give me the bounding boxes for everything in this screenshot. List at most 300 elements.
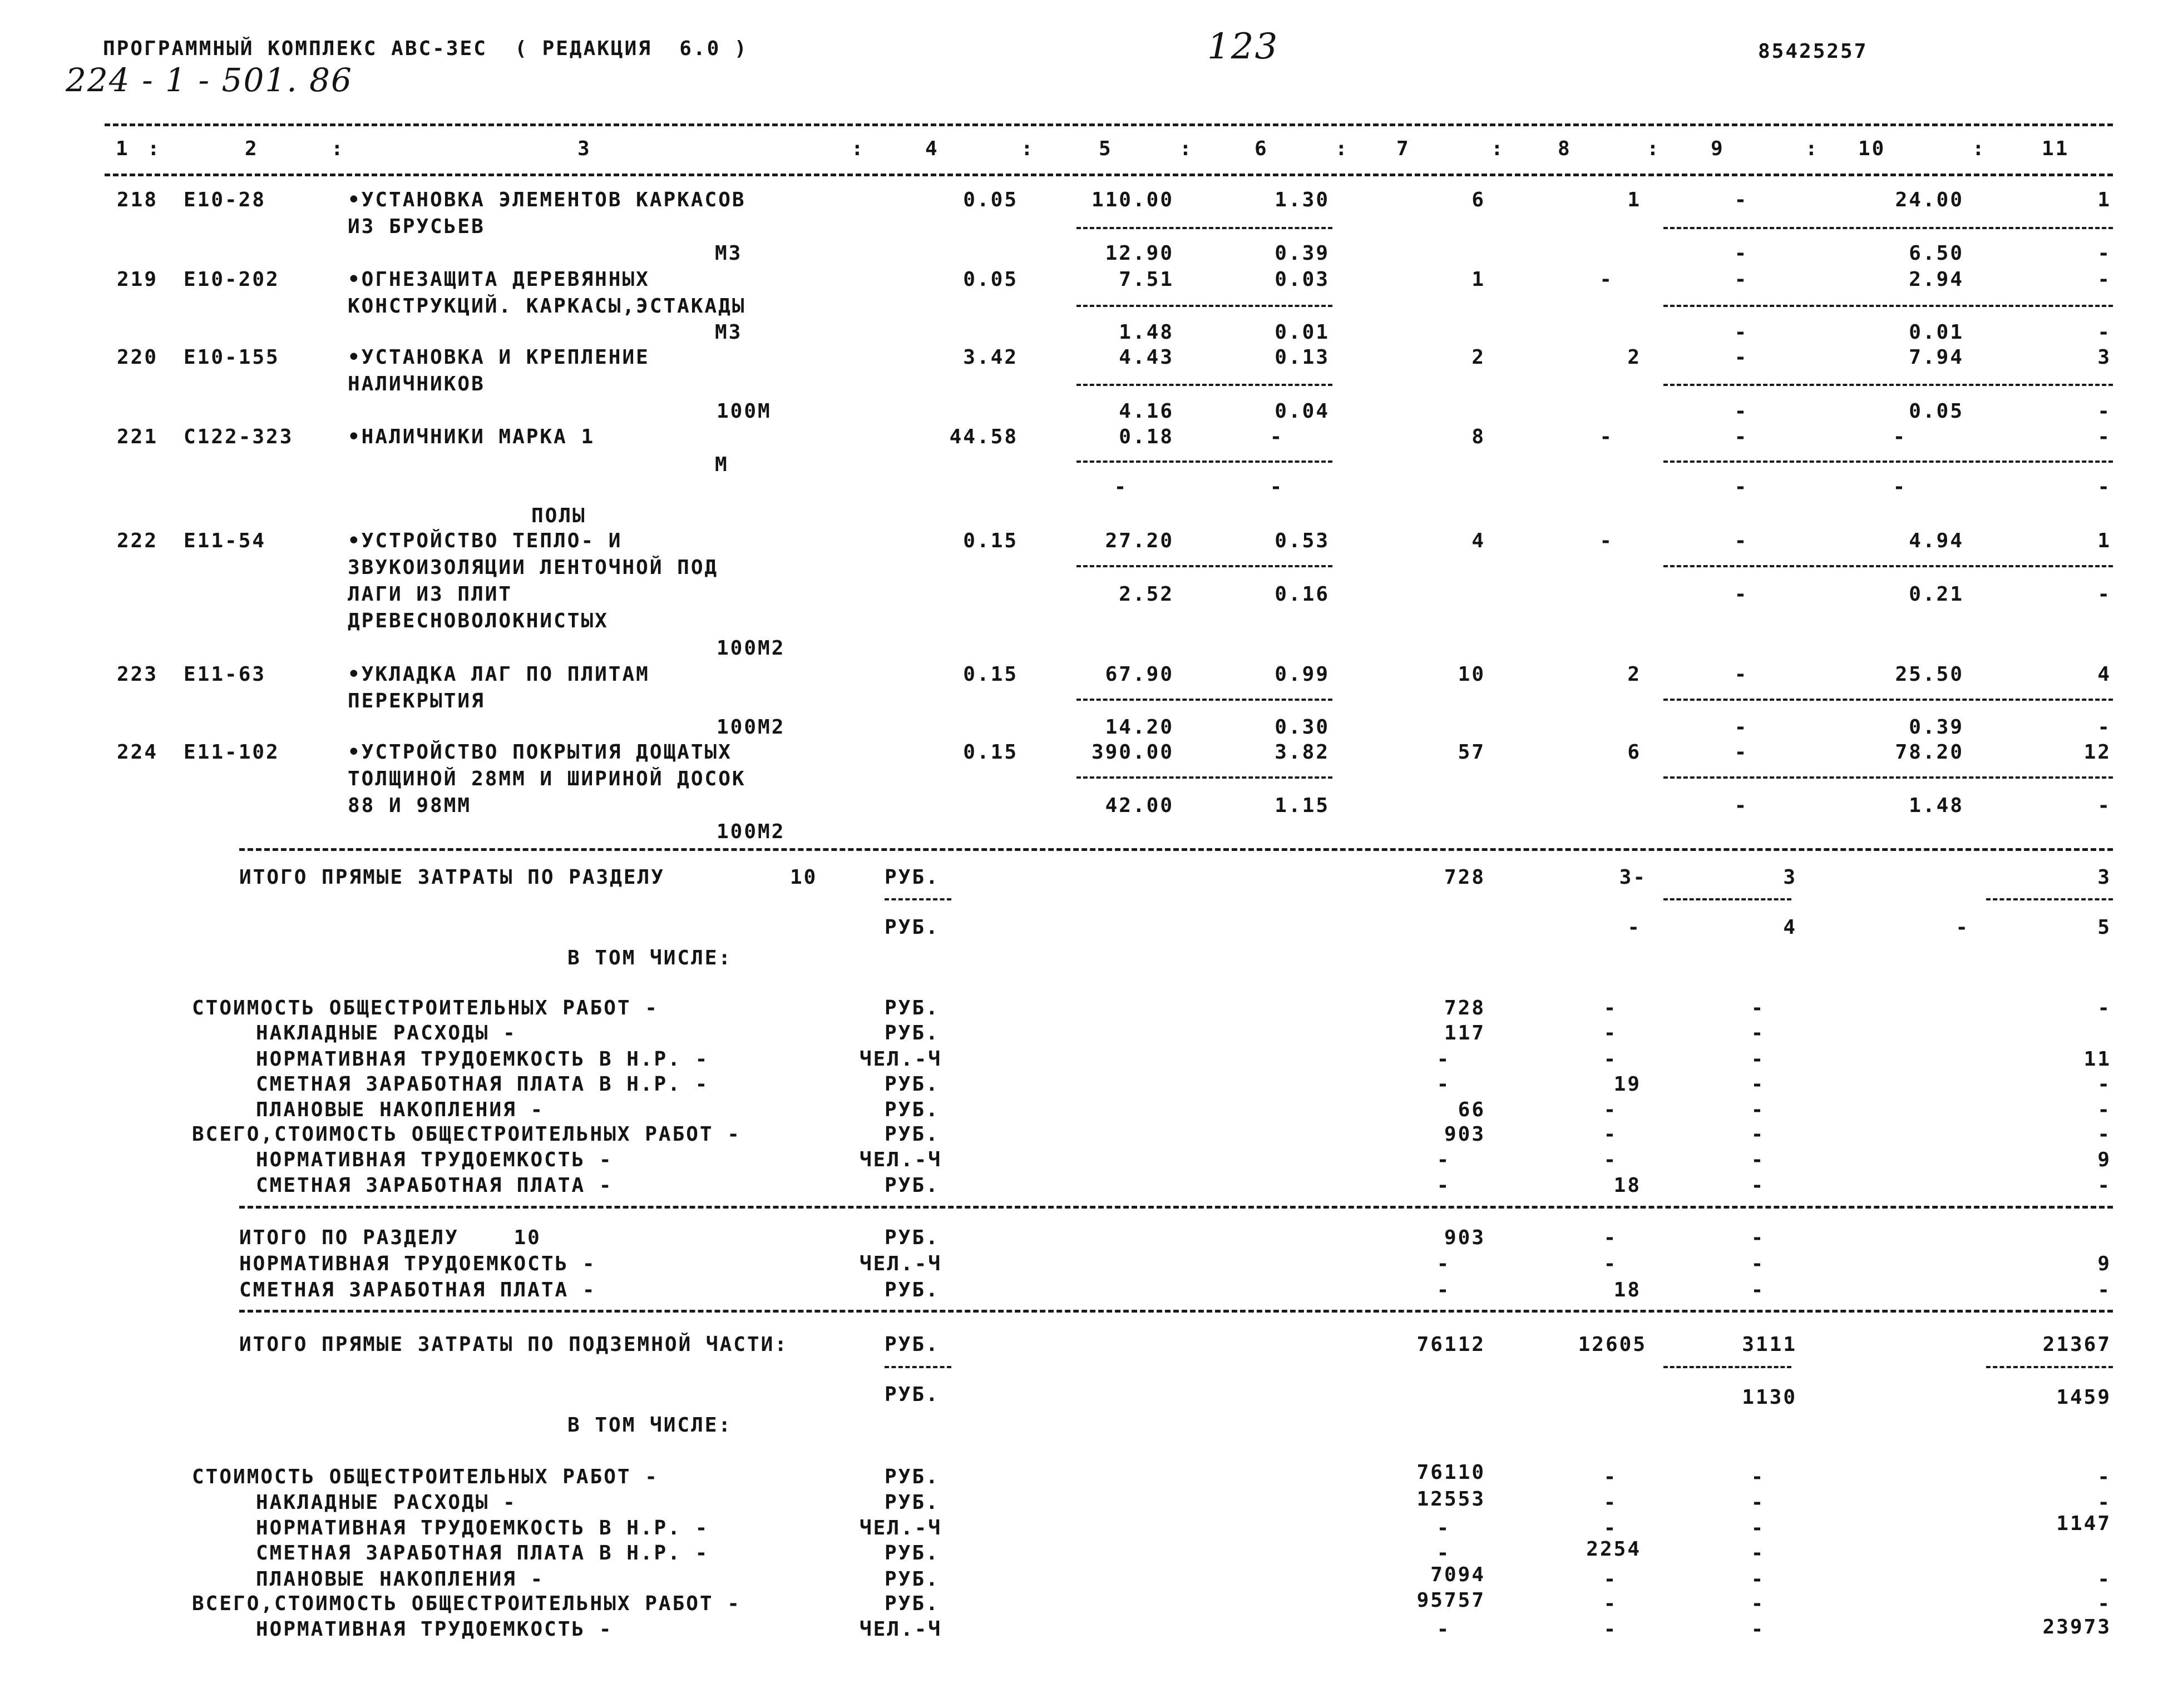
cell-c9: -	[1734, 268, 1749, 291]
cell-c6: 0.01	[1275, 321, 1330, 344]
cell-c4: 0.05	[963, 189, 1018, 211]
col-header-4: 4	[925, 137, 939, 160]
breakdown-unit: РУБ.	[885, 1174, 940, 1197]
cell-divider	[1076, 565, 1332, 567]
col-sep: :	[1805, 137, 1819, 160]
cell-c9: -	[1734, 529, 1749, 552]
cell-c9: -	[1751, 1073, 1765, 1096]
cell-c5: 67.90	[1105, 663, 1174, 686]
cell-c11: -	[2097, 1568, 2111, 1591]
totals-rule	[239, 848, 2113, 851]
cell-c8: -	[1603, 1491, 1618, 1514]
col-header-6: 6	[1255, 137, 1268, 160]
col-sep: :	[1179, 137, 1193, 160]
col-sep: :	[331, 137, 345, 160]
cell-c8: -	[1603, 1592, 1618, 1615]
section-heading: ПОЛЫ	[531, 504, 586, 527]
breakdown-unit: РУБ.	[885, 1491, 940, 1514]
cell-c9: -	[1751, 1098, 1765, 1121]
cell-c4: 44.58	[949, 425, 1018, 448]
currency-unit: РУБ.	[885, 1383, 940, 1406]
cell-divider	[1986, 898, 2113, 900]
cell-c8: 2	[1627, 346, 1641, 369]
cell-c10: 0.01	[1909, 321, 1964, 344]
breakdown-unit: РУБ.	[885, 1542, 940, 1565]
breakdown-label: НАКЛАДНЫЕ РАСХОДЫ -	[256, 1022, 517, 1044]
rate-code: Е10-155	[184, 346, 280, 369]
row-number: 218	[117, 189, 159, 211]
cell-c8: -	[1603, 1226, 1618, 1249]
cell-divider	[1986, 1366, 2113, 1368]
cell-c8: -	[1603, 1123, 1618, 1146]
cell-c9: -	[1751, 1618, 1765, 1641]
cell-c11: -	[2097, 1174, 2111, 1197]
cell-c9: 3111	[1742, 1333, 1797, 1356]
unit: 100М2	[717, 820, 786, 843]
cell-c7: -	[1436, 1048, 1451, 1071]
breakdown-unit: ЧЕЛ.-Ч	[860, 1048, 942, 1071]
cell-c7: 1	[1471, 268, 1485, 291]
cell-c6: 1.15	[1275, 794, 1330, 817]
currency-unit: РУБ.	[885, 916, 940, 939]
cell-c7: -	[1436, 1073, 1451, 1096]
cell-c7: 76112	[1416, 1333, 1485, 1356]
cell-c4: 0.15	[963, 663, 1018, 686]
cell-c10: 1.48	[1909, 794, 1964, 817]
breakdown-label: НОРМАТИВНАЯ ТРУДОЕМКОСТЬ -	[256, 1148, 613, 1171]
row-number: 224	[117, 741, 159, 764]
cell-c9: -	[1751, 1048, 1765, 1071]
cell-divider	[1663, 1366, 1791, 1368]
cell-c8: 2254	[1586, 1538, 1641, 1561]
rate-code: Е11-63	[184, 663, 266, 686]
cell-divider	[1663, 384, 2113, 386]
cell-c7: 7094	[1430, 1563, 1485, 1586]
breakdown-unit: РУБ.	[885, 1568, 940, 1591]
cell-c9: -	[1751, 1174, 1765, 1197]
cell-divider	[1663, 699, 2113, 701]
cell-c11: 12	[2083, 741, 2111, 764]
cell-c9: -	[1734, 716, 1749, 739]
cell-c11: 3	[2097, 346, 2111, 369]
row-number: 219	[117, 268, 159, 291]
cell-c10: 0.39	[1909, 716, 1964, 739]
cell-c5: 7.51	[1119, 268, 1174, 291]
cell-c11: 1	[2097, 529, 2111, 552]
cell-c9: -	[1751, 1252, 1765, 1275]
cell-c10: 25.50	[1895, 663, 1964, 686]
cell-c11: 21367	[2042, 1333, 2111, 1356]
cell-c10: -	[1893, 425, 1907, 448]
cell-c8: -	[1603, 1618, 1618, 1641]
cell-c5: 12.90	[1105, 242, 1174, 265]
cell-c11: 5	[2097, 916, 2111, 939]
work-description: ТОЛЩИНОЙ 28ММ И ШИРИНОЙ ДОСОК	[348, 768, 746, 790]
col-sep: :	[1491, 137, 1505, 160]
document-code: 85425257	[1758, 40, 1868, 63]
breakdown-unit: РУБ.	[885, 1226, 940, 1249]
currency-unit: РУБ.	[885, 866, 940, 889]
cell-c11: 3	[2097, 866, 2111, 889]
cell-c11: -	[2097, 794, 2111, 817]
work-description: •УСТАНОВКА ЭЛЕМЕНТОВ КАРКАСОВ	[348, 189, 746, 211]
cell-c9: -	[1734, 583, 1749, 606]
cell-c11: -	[2097, 1123, 2111, 1146]
cell-c8: -	[1599, 529, 1613, 552]
cell-c8: -	[1599, 268, 1613, 291]
breakdown-unit: РУБ.	[885, 997, 940, 1019]
breakdown-unit: ЧЕЛ.-Ч	[860, 1517, 942, 1539]
unit: 100М2	[717, 637, 786, 660]
breakdown-unit: РУБ.	[885, 1123, 940, 1146]
cell-divider	[1076, 776, 1332, 779]
cell-c10: 7.94	[1909, 346, 1964, 369]
currency-unit: РУБ.	[885, 1333, 940, 1356]
col-header-2: 2	[245, 137, 259, 160]
cell-c9: -	[1751, 1226, 1765, 1249]
cell-c10: 6.50	[1909, 242, 1964, 265]
cell-c9: -	[1751, 1568, 1765, 1591]
work-description: •НАЛИЧНИКИ МАРКА 1	[348, 425, 595, 448]
cell-c11: -	[2097, 1279, 2111, 1301]
cell-c9: -	[1734, 476, 1749, 498]
cell-c5: 42.00	[1105, 794, 1174, 817]
breakdown-unit: РУБ.	[885, 1279, 940, 1301]
section-total-rule	[239, 1206, 2113, 1209]
cell-c8: -	[1627, 916, 1641, 939]
cell-c11: -	[2097, 242, 2111, 265]
cell-c6: 3.82	[1275, 741, 1330, 764]
breakdown-label: НОРМАТИВНАЯ ТРУДОЕМКОСТЬ -	[256, 1618, 613, 1641]
cell-c11: -	[2097, 400, 2111, 423]
page-number: 123	[1207, 26, 1279, 67]
cell-c10: 0.05	[1909, 400, 1964, 423]
cell-c9: 1130	[1742, 1386, 1797, 1409]
cell-c9: -	[1734, 189, 1749, 211]
header-top-rule	[105, 123, 2113, 126]
cell-c11: -	[2097, 1098, 2111, 1121]
col-header-10: 10	[1858, 137, 1886, 160]
breakdown-label: НОРМАТИВНАЯ ТРУДОЕМКОСТЬ В Н.Р. -	[256, 1517, 709, 1539]
cell-c9: -	[1751, 1592, 1765, 1615]
unit: М	[715, 453, 729, 476]
cell-c11: -	[2097, 321, 2111, 344]
cell-divider	[1663, 461, 2113, 463]
breakdown-label: СМЕТНАЯ ЗАРАБОТНАЯ ПЛАТА В Н.Р. -	[256, 1542, 709, 1565]
work-description: КОНСТРУКЦИЙ. КАРКАСЫ,ЭСТАКАДЫ	[348, 295, 746, 318]
cell-c9: -	[1734, 741, 1749, 764]
breakdown-unit: ЧЕЛ.-Ч	[860, 1618, 942, 1641]
cell-c7: 117	[1444, 1022, 1485, 1044]
totals-label: ИТОГО ПРЯМЫЕ ЗАТРАТЫ ПО РАЗДЕЛУ	[239, 866, 665, 889]
cell-c9: -	[1734, 400, 1749, 423]
cell-c11: -	[2097, 425, 2111, 448]
cell-c9: -	[1734, 794, 1749, 817]
cell-c7: 57	[1458, 741, 1485, 764]
cell-c11: 4	[2097, 663, 2111, 686]
cell-c11: -	[2097, 997, 2111, 1019]
cell-c6: 0.04	[1275, 400, 1330, 423]
col-sep: :	[147, 137, 161, 160]
col-sep: :	[851, 137, 865, 160]
cell-c8: 18	[1613, 1174, 1641, 1197]
cell-c7: 6	[1471, 189, 1485, 211]
cell-c7: 95757	[1416, 1589, 1485, 1612]
row-number: 221	[117, 425, 159, 448]
cell-c8: -	[1603, 1517, 1618, 1539]
cell-c5: -	[1114, 476, 1128, 498]
cell-c8: -	[1603, 1568, 1618, 1591]
breakdown-label: ВСЕГО,СТОИМОСТЬ ОБЩЕСТРОИТЕЛЬНЫХ РАБОТ -	[192, 1592, 741, 1615]
col-header-9: 9	[1711, 137, 1725, 160]
cell-c5: 1.48	[1119, 321, 1174, 344]
work-description: ЗВУКОИЗОЛЯЦИИ ЛЕНТОЧНОЙ ПОД	[348, 556, 719, 579]
cell-c7: 12553	[1416, 1488, 1485, 1511]
breakdown-unit: РУБ.	[885, 1022, 940, 1044]
cell-divider	[1663, 776, 2113, 779]
cell-c5: 4.16	[1119, 400, 1174, 423]
rate-code: Е11-54	[184, 529, 266, 552]
cell-divider	[1663, 898, 1791, 900]
breakdown-unit: РУБ.	[885, 1466, 940, 1488]
cell-c7: 4	[1471, 529, 1485, 552]
cell-c7: 66	[1458, 1098, 1485, 1121]
cell-c7: 76110	[1416, 1461, 1485, 1484]
cell-c11: -	[2097, 476, 2111, 498]
cell-c8: -	[1603, 1048, 1618, 1071]
col-header-11: 11	[2042, 137, 2070, 160]
row-number: 223	[117, 663, 159, 686]
cell-c11: 9	[2097, 1252, 2111, 1275]
cell-c5: 110.00	[1091, 189, 1174, 211]
handwritten-doc-number: 224 - 1 - 501. 86	[66, 61, 353, 99]
cell-c8: -	[1603, 1466, 1618, 1488]
cell-c11: -	[2097, 716, 2111, 739]
cell-c8: 2	[1627, 663, 1641, 686]
cell-c7: -	[1436, 1148, 1451, 1171]
breakdown-label: НОРМАТИВНАЯ ТРУДОЕМКОСТЬ -	[239, 1252, 596, 1275]
cell-c7: 728	[1444, 866, 1485, 889]
rate-code: Е11-102	[184, 741, 280, 764]
cell-divider	[1076, 384, 1332, 386]
cell-c11: -	[2097, 1592, 2111, 1615]
cell-c7: 903	[1444, 1226, 1485, 1249]
cell-c5: 390.00	[1091, 741, 1174, 764]
work-description: ЛАГИ ИЗ ПЛИТ	[348, 583, 513, 606]
rate-code: Е10-28	[184, 189, 266, 211]
cell-c8: 6	[1627, 741, 1641, 764]
cell-c9: -	[1751, 997, 1765, 1019]
cell-c6: -	[1270, 425, 1284, 448]
col-sep: :	[1972, 137, 1986, 160]
cell-c4: 3.42	[963, 346, 1018, 369]
work-description: •ОГНЕЗАЩИТА ДЕРЕВЯННЫХ	[348, 268, 650, 291]
work-description: ДРЕВЕСНОВОЛОКНИСТЫХ	[348, 610, 609, 632]
col-sep: :	[1647, 137, 1661, 160]
cell-c8: -	[1603, 1252, 1618, 1275]
cell-c6: 0.99	[1275, 663, 1330, 686]
section-number: 10	[790, 866, 818, 889]
cell-c9: -	[1734, 663, 1749, 686]
unit: 100М	[717, 400, 772, 423]
cell-c9: -	[1734, 242, 1749, 265]
cell-c9: 4	[1783, 916, 1797, 939]
row-number: 222	[117, 529, 159, 552]
cell-c8: -	[1599, 425, 1613, 448]
cell-c6: 1.30	[1275, 189, 1330, 211]
breakdown-unit: ЧЕЛ.-Ч	[860, 1252, 942, 1275]
cell-c11: -	[2097, 1491, 2111, 1514]
rate-code: Е10-202	[184, 268, 280, 291]
col-sep: :	[1021, 137, 1035, 160]
cell-c9: -	[1751, 1123, 1765, 1146]
cell-c9: 3	[1783, 866, 1797, 889]
cell-c7: -	[1436, 1252, 1451, 1275]
cell-c9: -	[1751, 1148, 1765, 1171]
subheading-including: В ТОМ ЧИСЛЕ:	[567, 947, 733, 969]
cell-c10: 0.21	[1909, 583, 1964, 606]
breakdown-label: СМЕТНАЯ ЗАРАБОТНАЯ ПЛАТА -	[239, 1279, 596, 1301]
breakdown-label: ПЛАНОВЫЕ НАКОПЛЕНИЯ -	[256, 1098, 545, 1121]
cell-c8: -	[1603, 997, 1618, 1019]
cell-c8: 19	[1613, 1073, 1641, 1096]
cell-c6: 0.13	[1275, 346, 1330, 369]
breakdown-label: СТОИМОСТЬ ОБЩЕСТРОИТЕЛЬНЫХ РАБОТ -	[192, 1466, 659, 1488]
cell-c9: -	[1751, 1466, 1765, 1488]
breakdown-label: СМЕТНАЯ ЗАРАБОТНАЯ ПЛАТА В Н.Р. -	[256, 1073, 709, 1096]
cell-divider	[1663, 227, 2113, 229]
col-sep: :	[1335, 137, 1349, 160]
cell-c11: 11	[2083, 1048, 2111, 1071]
cell-c9: -	[1751, 1279, 1765, 1301]
cell-c7: 728	[1444, 997, 1485, 1019]
col-header-1: 1	[116, 137, 130, 160]
breakdown-unit: РУБ.	[885, 1073, 940, 1096]
totals-label: ИТОГО ПРЯМЫЕ ЗАТРАТЫ ПО ПОДЗЕМНОЙ ЧАСТИ:	[239, 1333, 788, 1356]
program-title: ПРОГРАММНЫЙ КОМПЛЕКС АВС-3ЕС ( РЕДАКЦИЯ 6.0 )	[103, 37, 748, 60]
cell-divider	[1076, 227, 1332, 229]
cell-c7: -	[1436, 1279, 1451, 1301]
cell-c8: -	[1603, 1098, 1618, 1121]
cell-c7: -	[1436, 1174, 1451, 1197]
cell-c9: -	[1734, 346, 1749, 369]
work-description: •УСТРОЙСТВО ТЕПЛО- И	[348, 529, 623, 552]
cell-c9: -	[1751, 1491, 1765, 1514]
cell-c6: 0.39	[1275, 242, 1330, 265]
cell-c7: -	[1436, 1542, 1451, 1565]
cell-divider	[1663, 305, 2113, 307]
work-description: ПЕРЕКРЫТИЯ	[348, 690, 485, 712]
cell-c11: 23973	[2042, 1616, 2111, 1638]
cell-c4: 0.15	[963, 529, 1018, 552]
cell-c7: 8	[1471, 425, 1485, 448]
unit: 100М2	[717, 716, 786, 739]
work-description: •УКЛАДКА ЛАГ ПО ПЛИТАМ	[348, 663, 650, 686]
cell-c9: -	[1751, 1022, 1765, 1044]
cell-c11: 1459	[2056, 1386, 2111, 1409]
work-description: •УСТРОЙСТВО ПОКРЫТИЯ ДОЩАТЫХ	[348, 741, 732, 764]
unit: М3	[715, 242, 743, 265]
cell-c8: 3-	[1619, 866, 1647, 889]
col-header-7: 7	[1396, 137, 1410, 160]
cell-c10: 2.94	[1909, 268, 1964, 291]
cell-c7: -	[1436, 1618, 1451, 1641]
breakdown-unit: РУБ.	[885, 1098, 940, 1121]
cell-c8: 12605	[1578, 1333, 1647, 1356]
cell-c4: 0.15	[963, 741, 1018, 764]
cell-c9: -	[1734, 321, 1749, 344]
breakdown-label: СМЕТНАЯ ЗАРАБОТНАЯ ПЛАТА -	[256, 1174, 613, 1197]
work-description: 88 И 98ММ	[348, 794, 472, 817]
cell-c10: 4.94	[1909, 529, 1964, 552]
breakdown-unit: ЧЕЛ.-Ч	[860, 1148, 942, 1171]
cell-c9: -	[1751, 1542, 1765, 1565]
breakdown-label: ПЛАНОВЫЕ НАКОПЛЕНИЯ -	[256, 1568, 545, 1591]
breakdown-label: НАКЛАДНЫЕ РАСХОДЫ -	[256, 1491, 517, 1514]
cell-c7: -	[1436, 1517, 1451, 1539]
col-header-5: 5	[1099, 137, 1113, 160]
breakdown-label: ВСЕГО,СТОИМОСТЬ ОБЩЕСТРОИТЕЛЬНЫХ РАБОТ -	[192, 1123, 741, 1146]
cell-c6: 0.16	[1275, 583, 1330, 606]
cell-c8: -	[1603, 1148, 1618, 1171]
cell-c10: 24.00	[1895, 189, 1964, 211]
cell-c5: 2.52	[1119, 583, 1174, 606]
breakdown-label: НОРМАТИВНАЯ ТРУДОЕМКОСТЬ В Н.Р. -	[256, 1048, 709, 1071]
cell-c11: -	[2097, 583, 2111, 606]
unit-divider	[885, 1366, 951, 1368]
cell-c11: 1147	[2056, 1512, 2111, 1535]
cell-c11: -	[2097, 1073, 2111, 1096]
cell-c9: -	[1751, 1517, 1765, 1539]
cell-c11: 9	[2097, 1148, 2111, 1171]
cell-c5: 4.43	[1119, 346, 1174, 369]
cell-c5: 14.20	[1105, 716, 1174, 739]
cell-c8: -	[1603, 1022, 1618, 1044]
subheading-including: В ТОМ ЧИСЛЕ:	[567, 1414, 733, 1437]
breakdown-label: СТОИМОСТЬ ОБЩЕСТРОИТЕЛЬНЫХ РАБОТ -	[192, 997, 659, 1019]
cell-c5: 0.18	[1119, 425, 1174, 448]
cell-c6: 0.03	[1275, 268, 1330, 291]
cell-c10: -	[1893, 476, 1907, 498]
cell-divider	[1076, 461, 1332, 463]
col-header-3: 3	[577, 137, 591, 160]
row-number: 220	[117, 346, 159, 369]
cell-divider	[1076, 699, 1332, 701]
cell-c11: -	[2097, 268, 2111, 291]
cell-c7: 2	[1471, 346, 1485, 369]
cell-c9: -	[1734, 425, 1749, 448]
col-header-8: 8	[1558, 137, 1572, 160]
cell-c6: -	[1270, 476, 1284, 498]
cell-c6: 0.30	[1275, 716, 1330, 739]
underground-total-rule	[239, 1310, 2113, 1313]
cell-c10: -	[1955, 916, 1969, 939]
breakdown-unit: РУБ.	[885, 1592, 940, 1615]
work-description: НАЛИЧНИКОВ	[348, 373, 485, 395]
work-description: •УСТАНОВКА И КРЕПЛЕНИЕ	[348, 346, 650, 369]
breakdown-label: ИТОГО ПО РАЗДЕЛУ 10	[239, 1226, 541, 1249]
header-bottom-rule	[105, 174, 2113, 176]
cell-c8: 1	[1627, 189, 1641, 211]
cell-c11: -	[2097, 1466, 2111, 1488]
rate-code: С122-323	[184, 425, 294, 448]
cell-divider	[1663, 565, 2113, 567]
cell-divider	[1076, 305, 1332, 307]
cell-c11: 1	[2097, 189, 2111, 211]
work-description: ИЗ БРУСЬЕВ	[348, 215, 485, 238]
unit-divider	[885, 898, 951, 900]
cell-c10: 78.20	[1895, 741, 1964, 764]
